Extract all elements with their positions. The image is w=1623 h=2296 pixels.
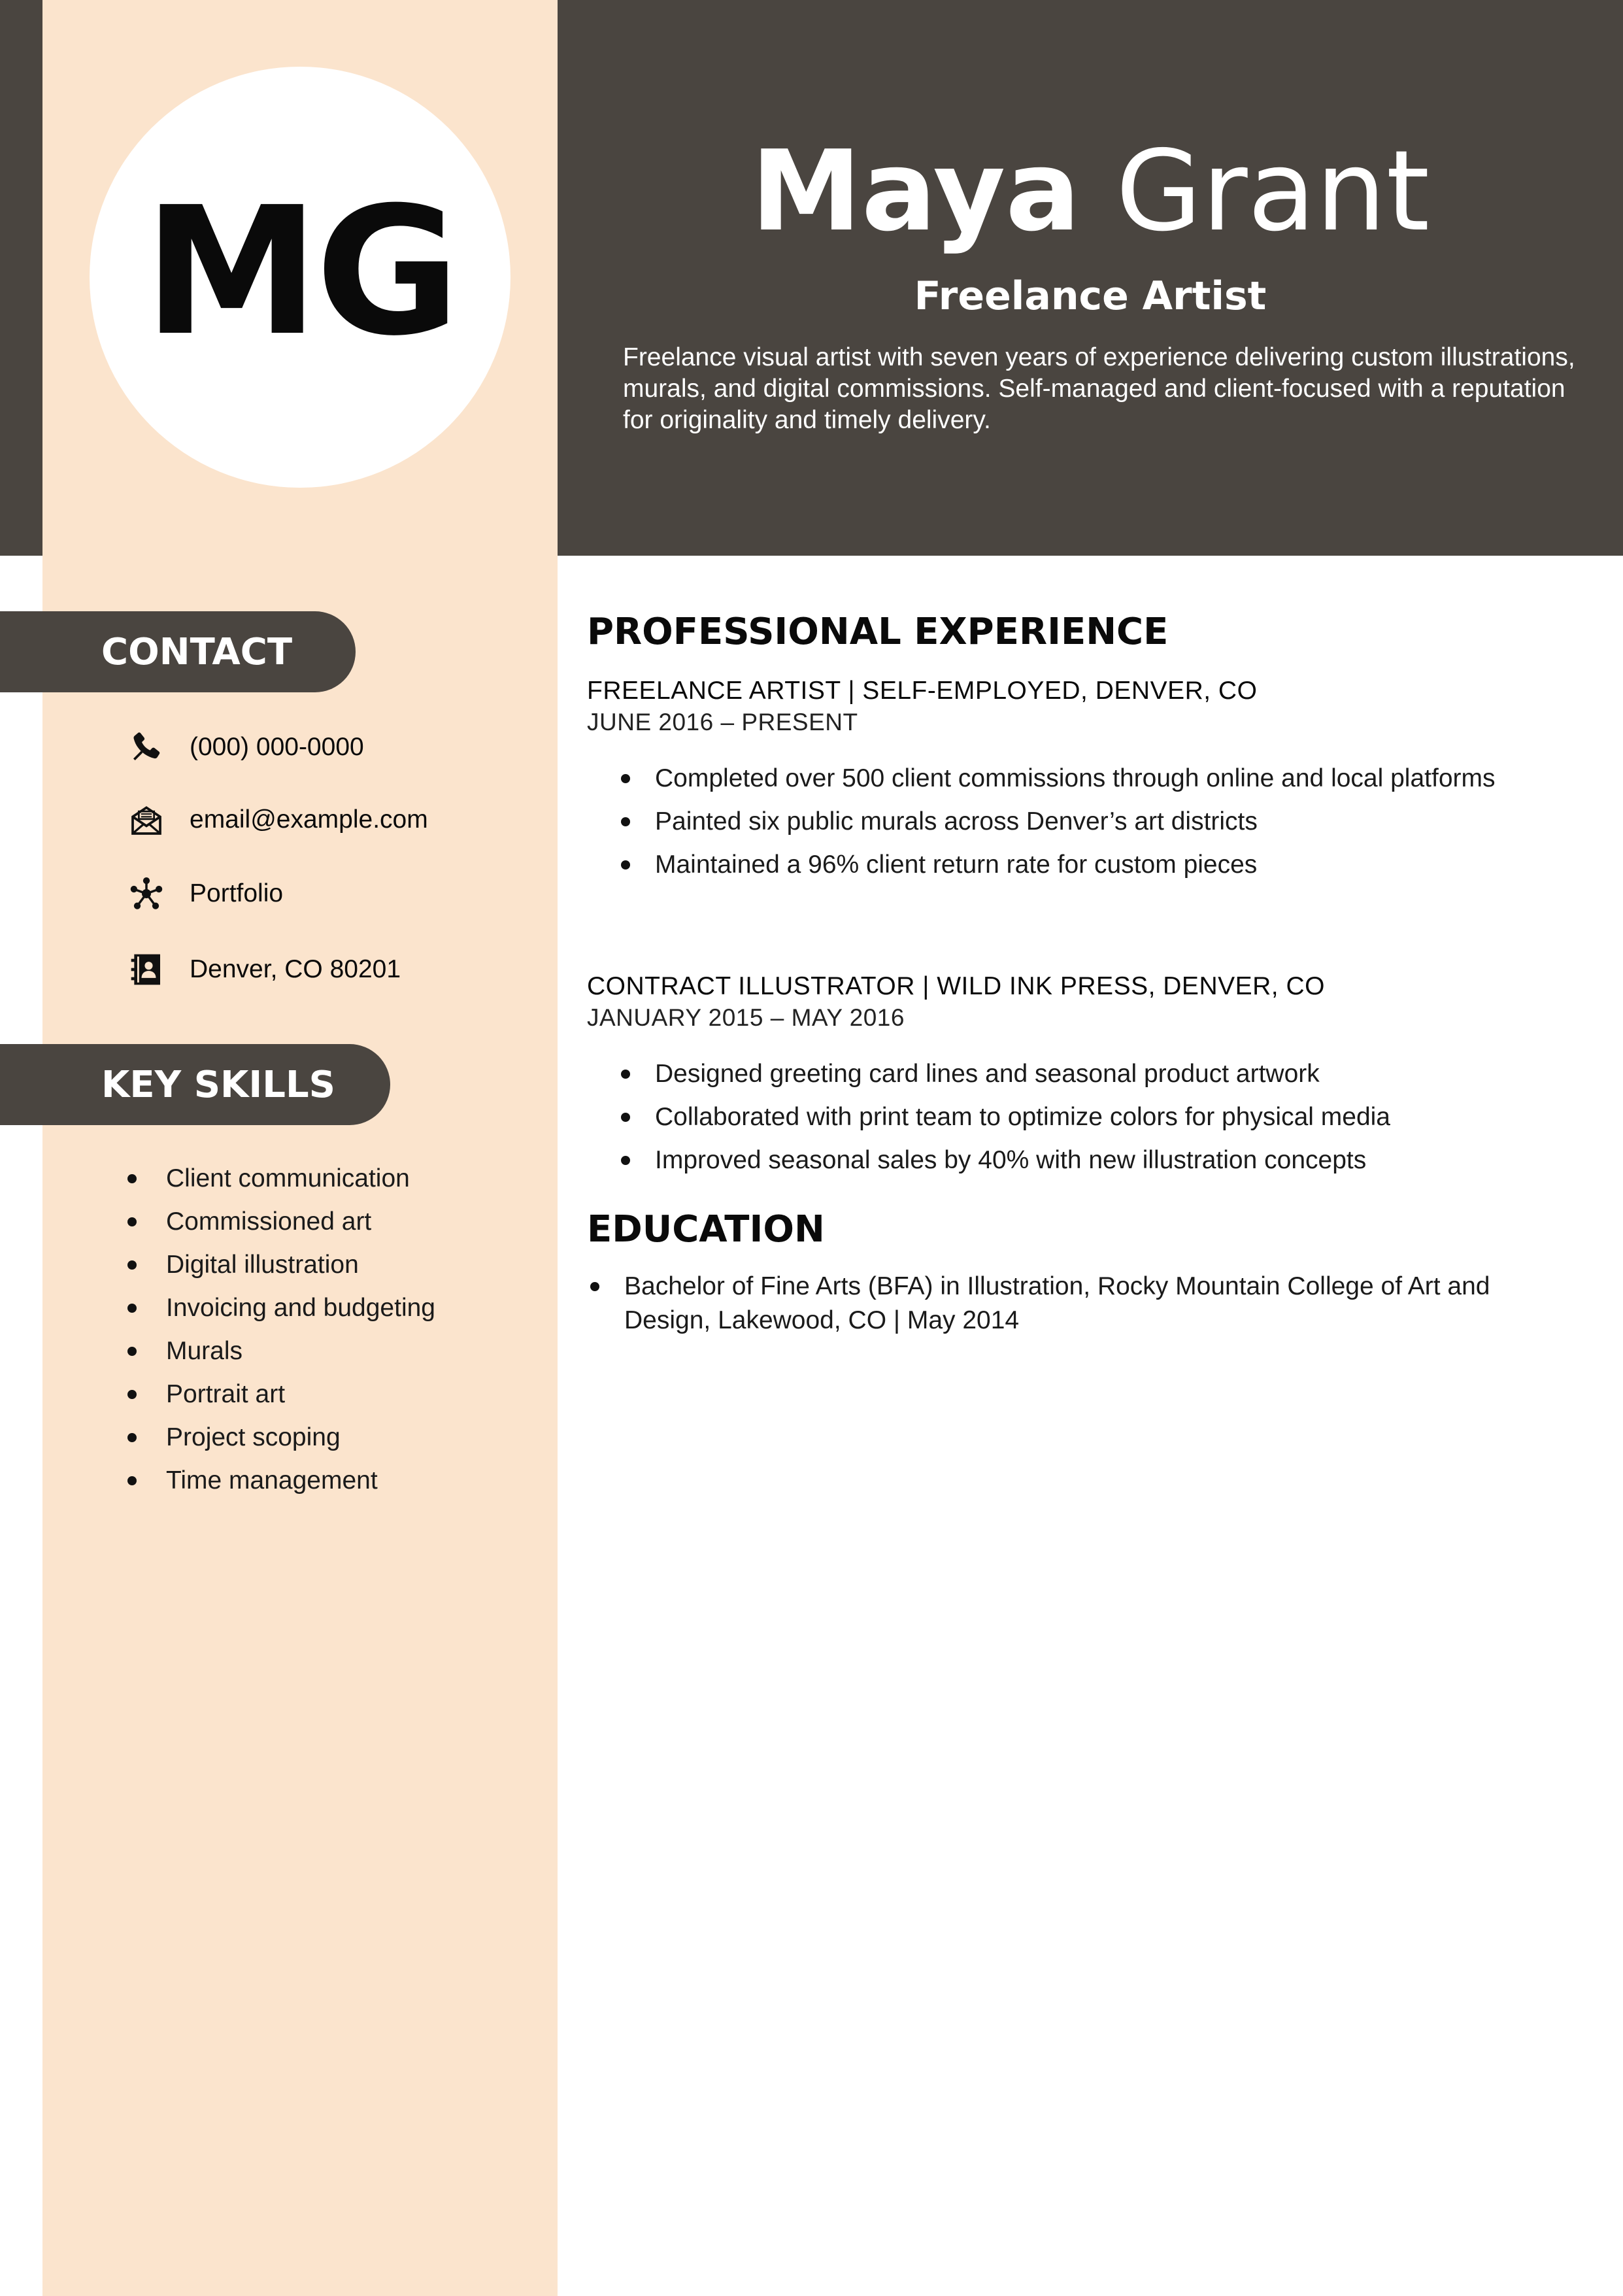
bullet-icon xyxy=(127,1304,137,1313)
bullet-icon xyxy=(127,1260,137,1270)
job-bullet: Painted six public murals across Denver’s art districts xyxy=(621,800,1496,843)
bullet-icon xyxy=(127,1433,137,1442)
bullet-icon xyxy=(621,1113,630,1122)
address-text: Denver, CO 80201 xyxy=(190,955,401,983)
address-icon xyxy=(127,951,165,988)
skill-item: Invoicing and budgeting xyxy=(127,1287,435,1330)
job-role: FREELANCE ARTIST | SELF-EMPLOYED, DENVER, CO xyxy=(587,677,1258,705)
contact-phone xyxy=(127,728,364,767)
job-title: Freelance Artist xyxy=(914,273,1267,319)
skill-item: Time management xyxy=(127,1459,435,1502)
bullet-icon xyxy=(621,817,630,826)
education-item xyxy=(587,1270,1554,1338)
job-dates: JANUARY 2015 – MAY 2016 xyxy=(587,1004,905,1031)
skill-item: Portrait art xyxy=(127,1373,435,1416)
bullet-icon xyxy=(621,1156,630,1165)
education-text: Bachelor of Fine Arts (BFA) in Illustration, Rocky Mountain College of Art and Design, Lakewood, CO | May 2014 xyxy=(624,1272,1490,1334)
education-heading: EDUCATION xyxy=(587,1208,825,1251)
skill-item: Murals xyxy=(127,1330,435,1373)
bullet-icon xyxy=(127,1174,137,1183)
portfolio-link[interactable]: Portfolio xyxy=(190,879,284,907)
bullet-icon xyxy=(127,1476,137,1485)
experience-heading: PROFESSIONAL EXPERIENCE xyxy=(587,611,1169,653)
skill-item: Digital illustration xyxy=(127,1243,435,1287)
job-bullets xyxy=(621,1053,1390,1182)
last-name: Grant xyxy=(1116,127,1430,256)
phone-icon xyxy=(127,728,165,766)
job-bullet: Improved seasonal sales by 40% with new illustration concepts xyxy=(621,1139,1390,1182)
monogram-circle xyxy=(90,67,510,488)
email-text[interactable]: email@example.com xyxy=(190,805,428,834)
candidate-name xyxy=(558,127,1623,256)
skill-item: Client communication xyxy=(127,1157,435,1200)
monogram: MG xyxy=(143,169,457,375)
bullet-icon xyxy=(127,1347,137,1356)
bullet-icon xyxy=(621,1070,630,1079)
bullet-icon xyxy=(127,1390,137,1399)
skill-item: Project scoping xyxy=(127,1416,435,1459)
bullet-icon xyxy=(621,860,630,869)
contact-portfolio xyxy=(127,874,283,913)
job-bullet: Collaborated with print team to optimize colors for physical media xyxy=(621,1096,1390,1139)
job-bullets xyxy=(621,757,1496,886)
skills-list xyxy=(127,1157,435,1502)
bullet-icon xyxy=(621,774,630,783)
contact-address xyxy=(127,950,401,989)
skill-item: Commissioned art xyxy=(127,1200,435,1243)
first-name: Maya xyxy=(750,127,1080,256)
job-dates: JUNE 2016 – PRESENT xyxy=(587,709,858,735)
key-skills-heading: KEY SKILLS xyxy=(0,1044,390,1125)
job-bullet: Designed greeting card lines and seasonal product artwork xyxy=(621,1053,1390,1096)
bullet-icon xyxy=(127,1217,137,1226)
profile-summary: Freelance visual artist with seven years of experience delivering custom illustrations, murals, and digital commissions. Self-managed and client-focused with a reputation for originality and timely delivery. xyxy=(623,343,1575,434)
job-role: CONTRACT ILLUSTRATOR | WILD INK PRESS, DENVER, CO xyxy=(587,972,1325,1000)
email-icon xyxy=(127,801,165,839)
phone-text[interactable]: (000) 000-0000 xyxy=(190,733,364,761)
bullet-icon xyxy=(590,1282,599,1291)
contact-heading: CONTACT xyxy=(0,611,356,692)
contact-email xyxy=(127,800,428,839)
portfolio-icon xyxy=(127,875,165,913)
job-bullet: Completed over 500 client commissions through online and local platforms xyxy=(621,757,1496,800)
job-bullet: Maintained a 96% client return rate for custom pieces xyxy=(621,843,1496,886)
